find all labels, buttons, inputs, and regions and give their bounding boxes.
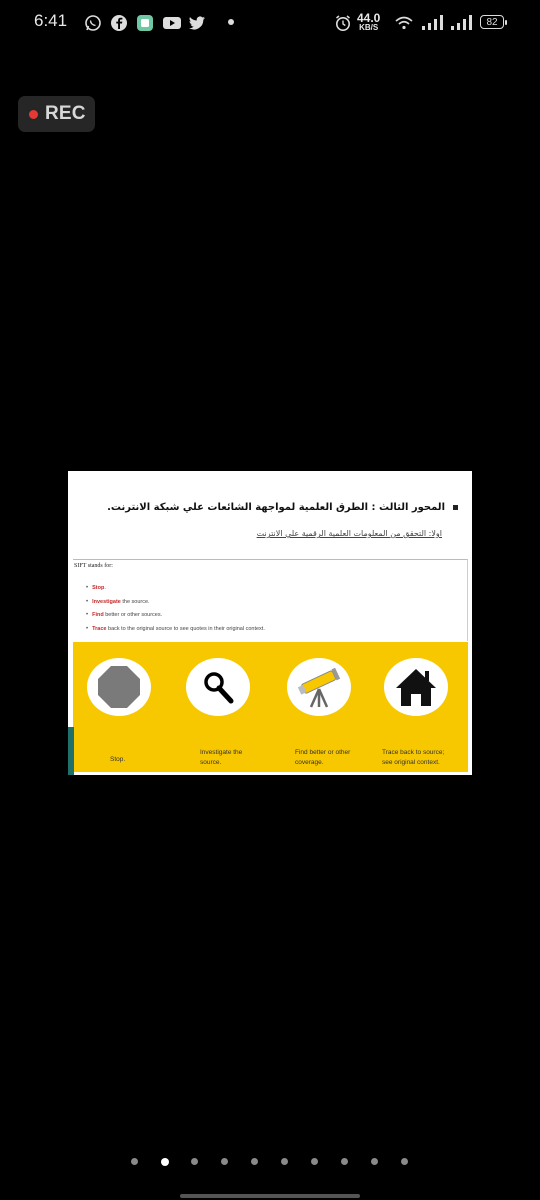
- speed-unit: KB/S: [359, 23, 379, 32]
- sift-list-item: [86, 582, 265, 596]
- status-bar: [0, 0, 540, 46]
- page-dot[interactable]: [251, 1158, 258, 1165]
- sift-list-item: [86, 609, 265, 623]
- sift-key: Stop: [92, 585, 105, 591]
- sift-rest: back to the original source to see quotes in their original context.: [106, 625, 265, 632]
- sift-steps-panel: [73, 642, 468, 772]
- stop-sign-icon: [87, 658, 151, 716]
- step-caption: Find better or other coverage.: [295, 749, 351, 766]
- step-caption: Stop.: [110, 756, 126, 763]
- sift-rest: the source.: [120, 598, 150, 605]
- alarm-icon: [334, 13, 352, 33]
- sift-heading: SIFT stands for:: [74, 563, 113, 569]
- app-icon: [136, 13, 154, 33]
- page-dot[interactable]: [401, 1158, 408, 1165]
- sift-key: Find: [92, 612, 104, 618]
- battery-indicator: 82: [480, 15, 504, 29]
- signal-icon-2: [450, 13, 472, 33]
- sift-rest: better or other sources.: [103, 612, 163, 618]
- home-gesture-bar[interactable]: [180, 1194, 360, 1198]
- page-indicator[interactable]: [0, 1158, 540, 1166]
- sift-list: [86, 582, 265, 636]
- step-caption: Investigate the source.: [200, 749, 243, 766]
- recording-label: REC: [45, 103, 86, 124]
- youtube-icon: [162, 13, 182, 33]
- sift-list-item: [86, 623, 265, 637]
- whatsapp-icon: [84, 13, 102, 33]
- network-speed: [357, 12, 380, 32]
- facebook-icon: [110, 13, 128, 33]
- page-dot[interactable]: [371, 1158, 378, 1165]
- page-dot[interactable]: [311, 1158, 318, 1165]
- page-dot-active[interactable]: [161, 1158, 169, 1166]
- page-dot[interactable]: [341, 1158, 348, 1165]
- sift-key: Trace: [92, 625, 107, 632]
- sift-key: Investigate: [92, 598, 121, 605]
- wifi-icon: [395, 13, 413, 33]
- slide-arabic-subtitle: اولا: التحقق من المعلومات العلمية الرقمية علي الانترنت: [256, 529, 442, 538]
- page-dot[interactable]: [281, 1158, 288, 1165]
- twitter-icon: [188, 13, 206, 33]
- signal-icon: [421, 13, 443, 33]
- magnifier-icon: [186, 658, 250, 716]
- speed-value: 44.0: [357, 11, 381, 25]
- sift-rest: .: [104, 585, 106, 591]
- slide-accent-bar: [68, 727, 74, 775]
- recording-badge[interactable]: [18, 96, 95, 132]
- sift-list-item: [86, 596, 265, 610]
- page-dot[interactable]: [191, 1158, 198, 1165]
- slide-arabic-title-text: المحور الثالث : الطرق العلمية لمواجهة الشائعات علي شبكة الانترنت.: [107, 502, 445, 513]
- status-time: 6:41: [34, 11, 68, 30]
- sift-box: [73, 559, 468, 641]
- step-caption: Trace back to source; see original context.: [382, 749, 445, 766]
- record-dot-icon: [29, 110, 38, 119]
- presentation-slide[interactable]: [68, 471, 472, 775]
- page-dot[interactable]: [221, 1158, 228, 1165]
- square-bullet-icon: [453, 505, 458, 510]
- telescope-icon: [287, 658, 351, 716]
- house-icon: [384, 658, 448, 716]
- page-dot[interactable]: [131, 1158, 138, 1165]
- slide-arabic-title: [98, 502, 458, 513]
- notification-dot: [228, 19, 234, 25]
